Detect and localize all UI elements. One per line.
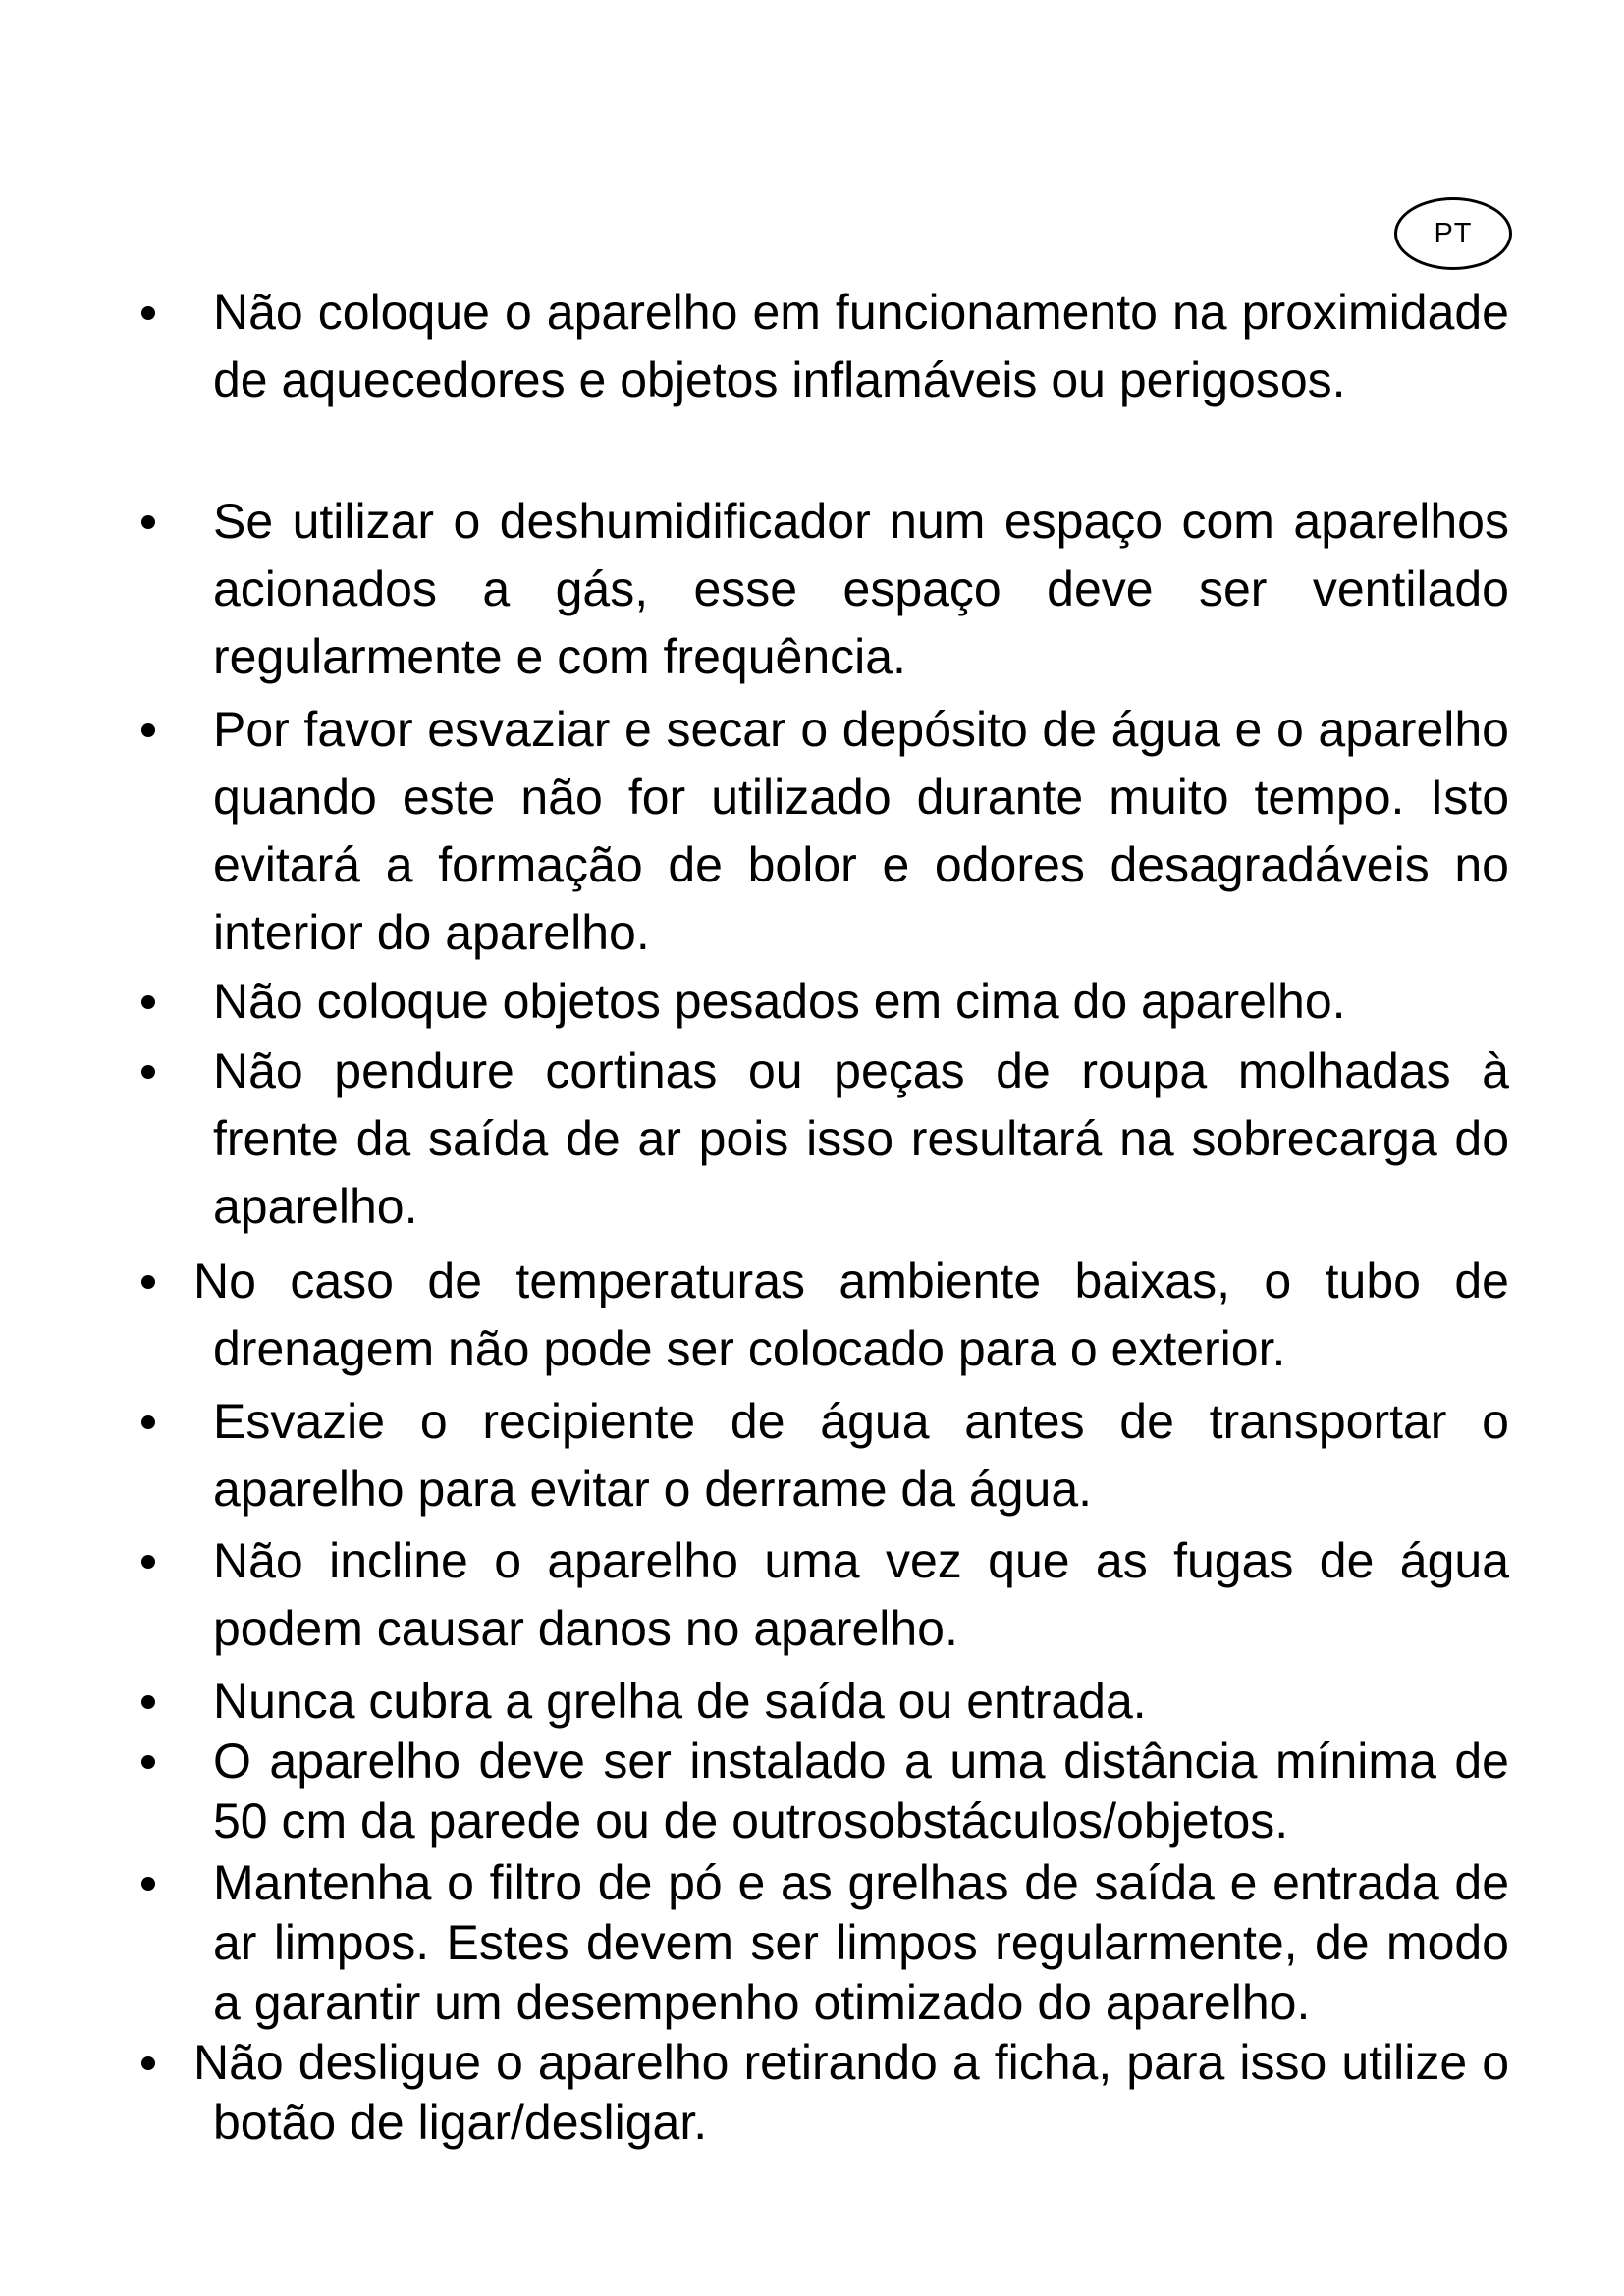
bullet-icon bbox=[141, 1065, 155, 1079]
list-item-text: Mantenha o filtro de pó e as grelhas de saída e entrada de ar limpos. Estes devem ser limpos regularmente, de modo a garantir um desempenho otimizado do aparelho. bbox=[213, 1855, 1509, 2030]
bullet-icon bbox=[141, 1555, 155, 1569]
bullet-icon bbox=[141, 995, 155, 1009]
list-item-text: Se utilizar o deshumidificador num espaço com aparelhos acionados a gás, esse espaço deve ser ventilado regularmente e com frequência. bbox=[213, 494, 1509, 684]
bullet-icon bbox=[141, 1275, 155, 1289]
list-item-text: Esvazie o recipiente de água antes de transportar o aparelho para evitar o derrame da água. bbox=[213, 1394, 1509, 1517]
list-item-text: Não incline o aparelho uma vez que as fugas de água podem causar danos no aparelho. bbox=[213, 1533, 1509, 1656]
bullet-icon bbox=[141, 723, 155, 737]
list-item-text: O aparelho deve ser instalado a uma distância mínima de 50 cm da parede ou de outrosobstáculos/objetos. bbox=[213, 1734, 1509, 1848]
bullet-icon bbox=[141, 2056, 155, 2070]
list-item-text: No caso de temperaturas ambiente baixas, o tubo de drenagem não pode ser colocado para o exterior. bbox=[193, 1254, 1509, 1376]
list-item-text: Não coloque objetos pesados em cima do aparelho. bbox=[213, 974, 1346, 1029]
bullet-icon bbox=[141, 515, 155, 529]
bullet-icon bbox=[141, 1695, 155, 1709]
list-item-text: Nunca cubra a grelha de saída ou entrada. bbox=[213, 1674, 1147, 1729]
list-item-text: Não pendure cortinas ou peças de roupa molhadas à frente da saída de ar pois isso resultará na sobrecarga do aparelho. bbox=[213, 1043, 1509, 1234]
bullet-icon bbox=[141, 1755, 155, 1769]
list-item-text: Não coloque o aparelho em funcionamento na proximidade de aquecedores e objetos inflamáveis ou perigosos. bbox=[213, 285, 1509, 407]
list-item-text: Por favor esvaziar e secar o depósito de água e o aparelho quando este não for utilizado durante muito tempo. Isto evitará a formação de bolor e odores desagradáveis no interior do aparelho. bbox=[213, 702, 1509, 960]
list-item-text: Não desligue o aparelho retirando a ficha, para isso utilize o botão de ligar/desligar. bbox=[193, 2035, 1509, 2150]
bullet-icon bbox=[141, 1415, 155, 1429]
language-badge: PT bbox=[1394, 197, 1512, 270]
bullet-icon bbox=[141, 306, 155, 320]
bullet-icon bbox=[141, 1877, 155, 1891]
